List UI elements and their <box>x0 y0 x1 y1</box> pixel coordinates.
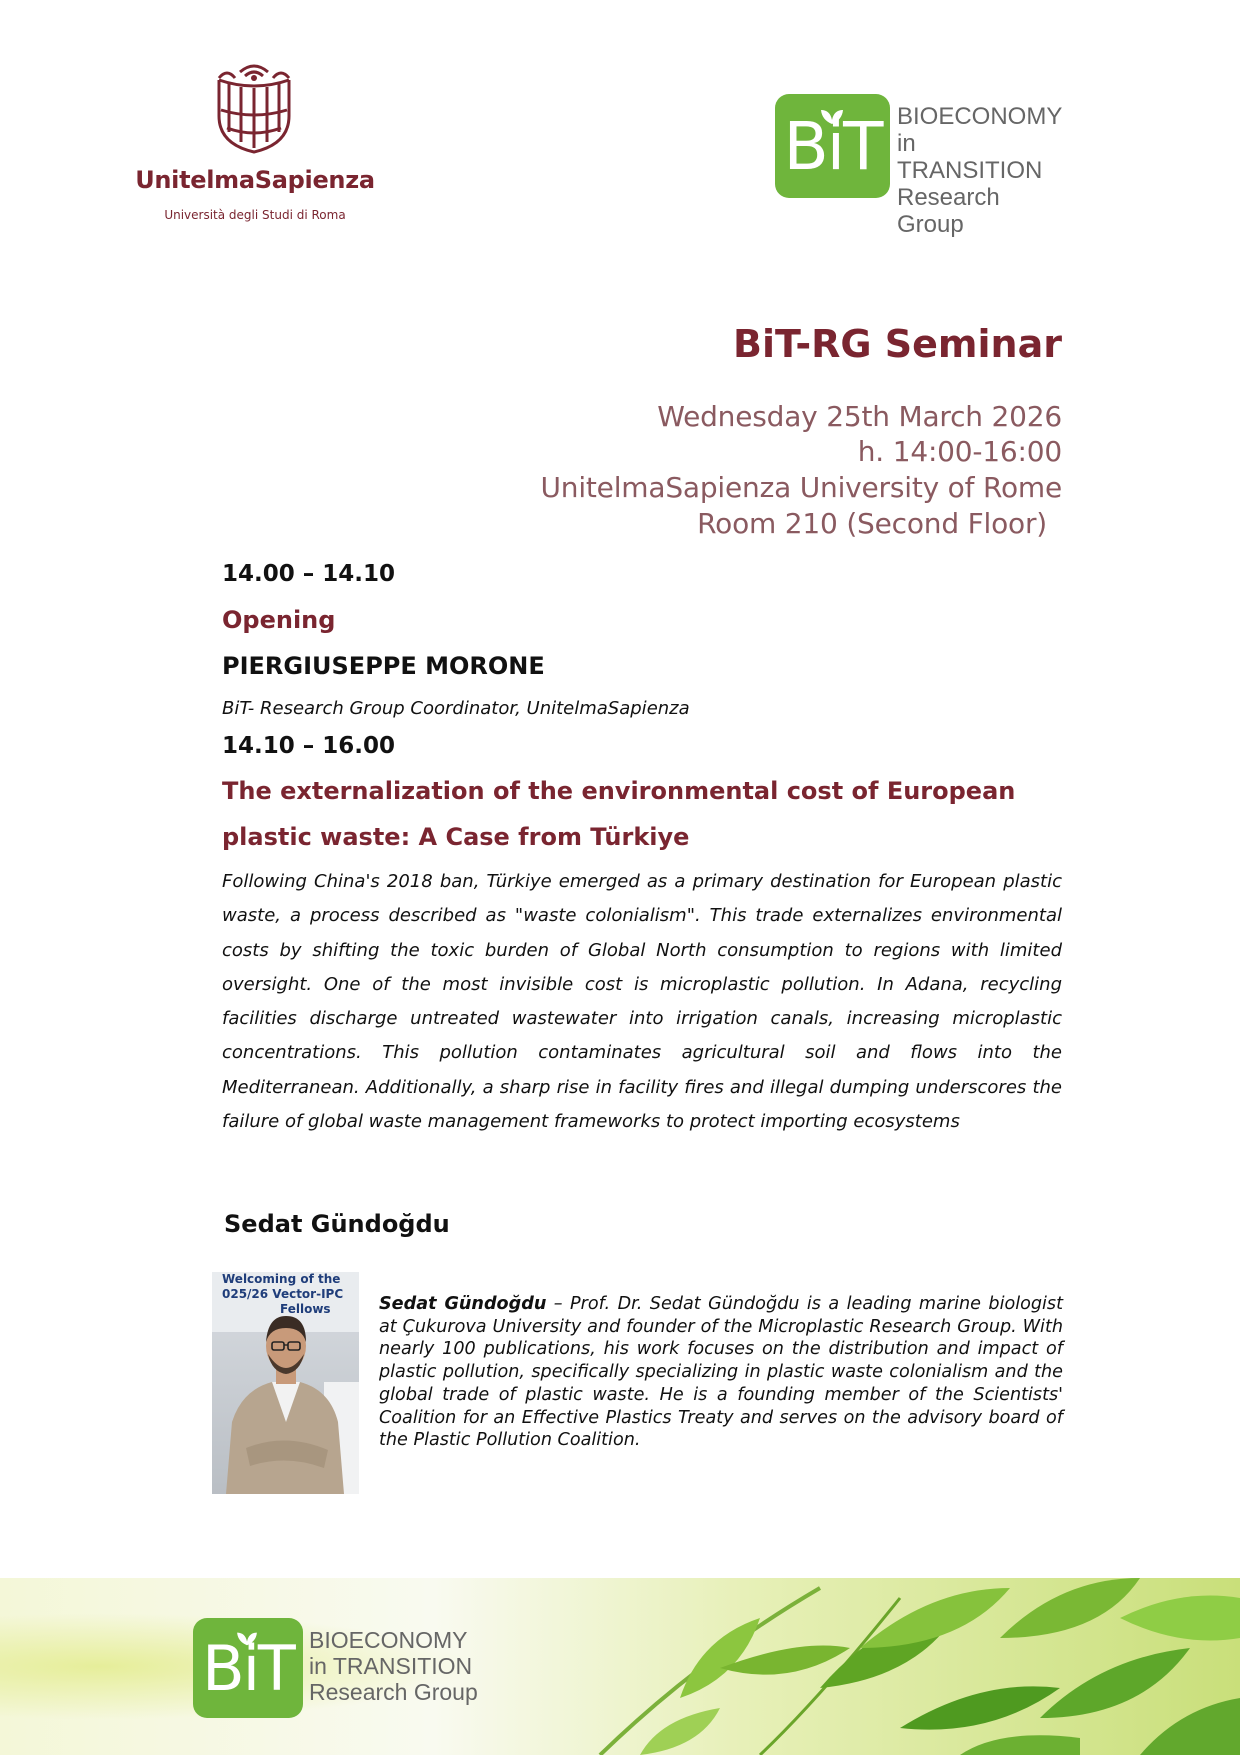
bit-line-3-bottom: Research Group <box>309 1678 478 1705</box>
seminar-room: Room 210 (Second Floor) <box>697 507 1047 540</box>
bit-line-3: Research Group <box>897 183 1000 238</box>
photo-banner-line-2: 025/26 Vector-IPC <box>222 1287 344 1301</box>
bit-mark-box-bottom <box>193 1618 303 1718</box>
leaf-icon <box>819 106 845 126</box>
seminar-venue: UnitelmaSapienza University of Rome <box>540 471 1062 504</box>
slot-2-title-line-1: The externalization of the environmental cost of European <box>222 777 1016 805</box>
slot-2-time: 14.10 – 16.00 <box>222 733 396 759</box>
bit-line-1: BIOECONOMY <box>897 103 1063 130</box>
university-subtitle: Università degli Studi di Roma <box>164 208 346 222</box>
bit-line-1-bottom: BIOECONOMY <box>309 1627 468 1653</box>
university-logo <box>130 58 380 238</box>
bit-mark-box <box>775 94 890 198</box>
slot-1-time: 14.00 – 14.10 <box>222 561 396 587</box>
slot-2-title-line-2: plastic waste: A Case from Türkiye <box>222 823 690 851</box>
speaker-bio <box>379 1293 1063 1452</box>
leaf-icon <box>235 1629 259 1647</box>
photo-banner-line-1: Welcoming of the <box>222 1272 341 1286</box>
bit-wordmark <box>897 104 1065 238</box>
speaker-name: Sedat Gündoğdu <box>224 1210 450 1238</box>
university-name: UnitelmaSapienza <box>135 166 375 194</box>
bio-text: – Prof. Dr. Sedat Gündoğdu is a leading marine biologist at Çukurova University and founder of the Microplastic Research Group. With nearly 100 publications, his work focuses on the distribution and impact of plastic pollution, specifically specializing in plastic waste colonialism and the global trade of plastic waste. He is a founding member of the Scientists' Coalition for an Effective Plastics Treaty and serves on the advisory board of the Plastic Pollution Coalition. <box>379 1294 1063 1451</box>
bit-logo-top <box>775 94 1065 238</box>
slot-1-title: Opening <box>222 606 336 634</box>
bit-line-2-bottom: in TRANSITION <box>309 1652 473 1679</box>
bit-mark-bottom: BiT <box>202 1631 294 1705</box>
university-emblem-icon <box>213 58 295 154</box>
bit-line-2: in TRANSITION <box>897 129 1043 184</box>
bit-wordmark-bottom <box>309 1628 478 1705</box>
footer-leaves-image <box>0 1578 1240 1755</box>
speaker-photo <box>212 1272 359 1494</box>
talk-abstract: Following China's 2018 ban, Türkiye emerged as a primary destination for European plastic waste, a process described as "waste colonialism". This trade externalizes environmental costs by shifting the toxic burden of Global North consumption to regions with limited oversight. One of the most invisible cost is microplastic pollution. In Adana, recycling facilities discharge untreated wastewater into irrigation canals, increasing microplastic concentrations. This pollution contaminates agricultural soil and flows into the Mediterranean. Additionally, a sharp rise in facility fires and illegal dumping underscores the failure of global waste management frameworks to protect importing ecosystems <box>222 871 1062 1133</box>
seminar-title: BiT-RG Seminar <box>733 322 1062 366</box>
photo-banner <box>222 1272 359 1317</box>
slot-1-speaker: PIERGIUSEPPE MORONE <box>222 652 545 680</box>
bit-mark: BiT <box>783 107 882 185</box>
seminar-date: Wednesday 25th March 2026 <box>657 400 1062 433</box>
slot-1-role: BiT- Research Group Coordinator, UnitelmaSapienza <box>222 698 690 719</box>
photo-banner-line-3: Fellows <box>280 1302 331 1316</box>
seminar-time: h. 14:00-16:00 <box>857 435 1062 468</box>
bio-speaker-name: Sedat Gündoğdu <box>379 1294 547 1314</box>
bit-logo-bottom <box>193 1618 483 1718</box>
